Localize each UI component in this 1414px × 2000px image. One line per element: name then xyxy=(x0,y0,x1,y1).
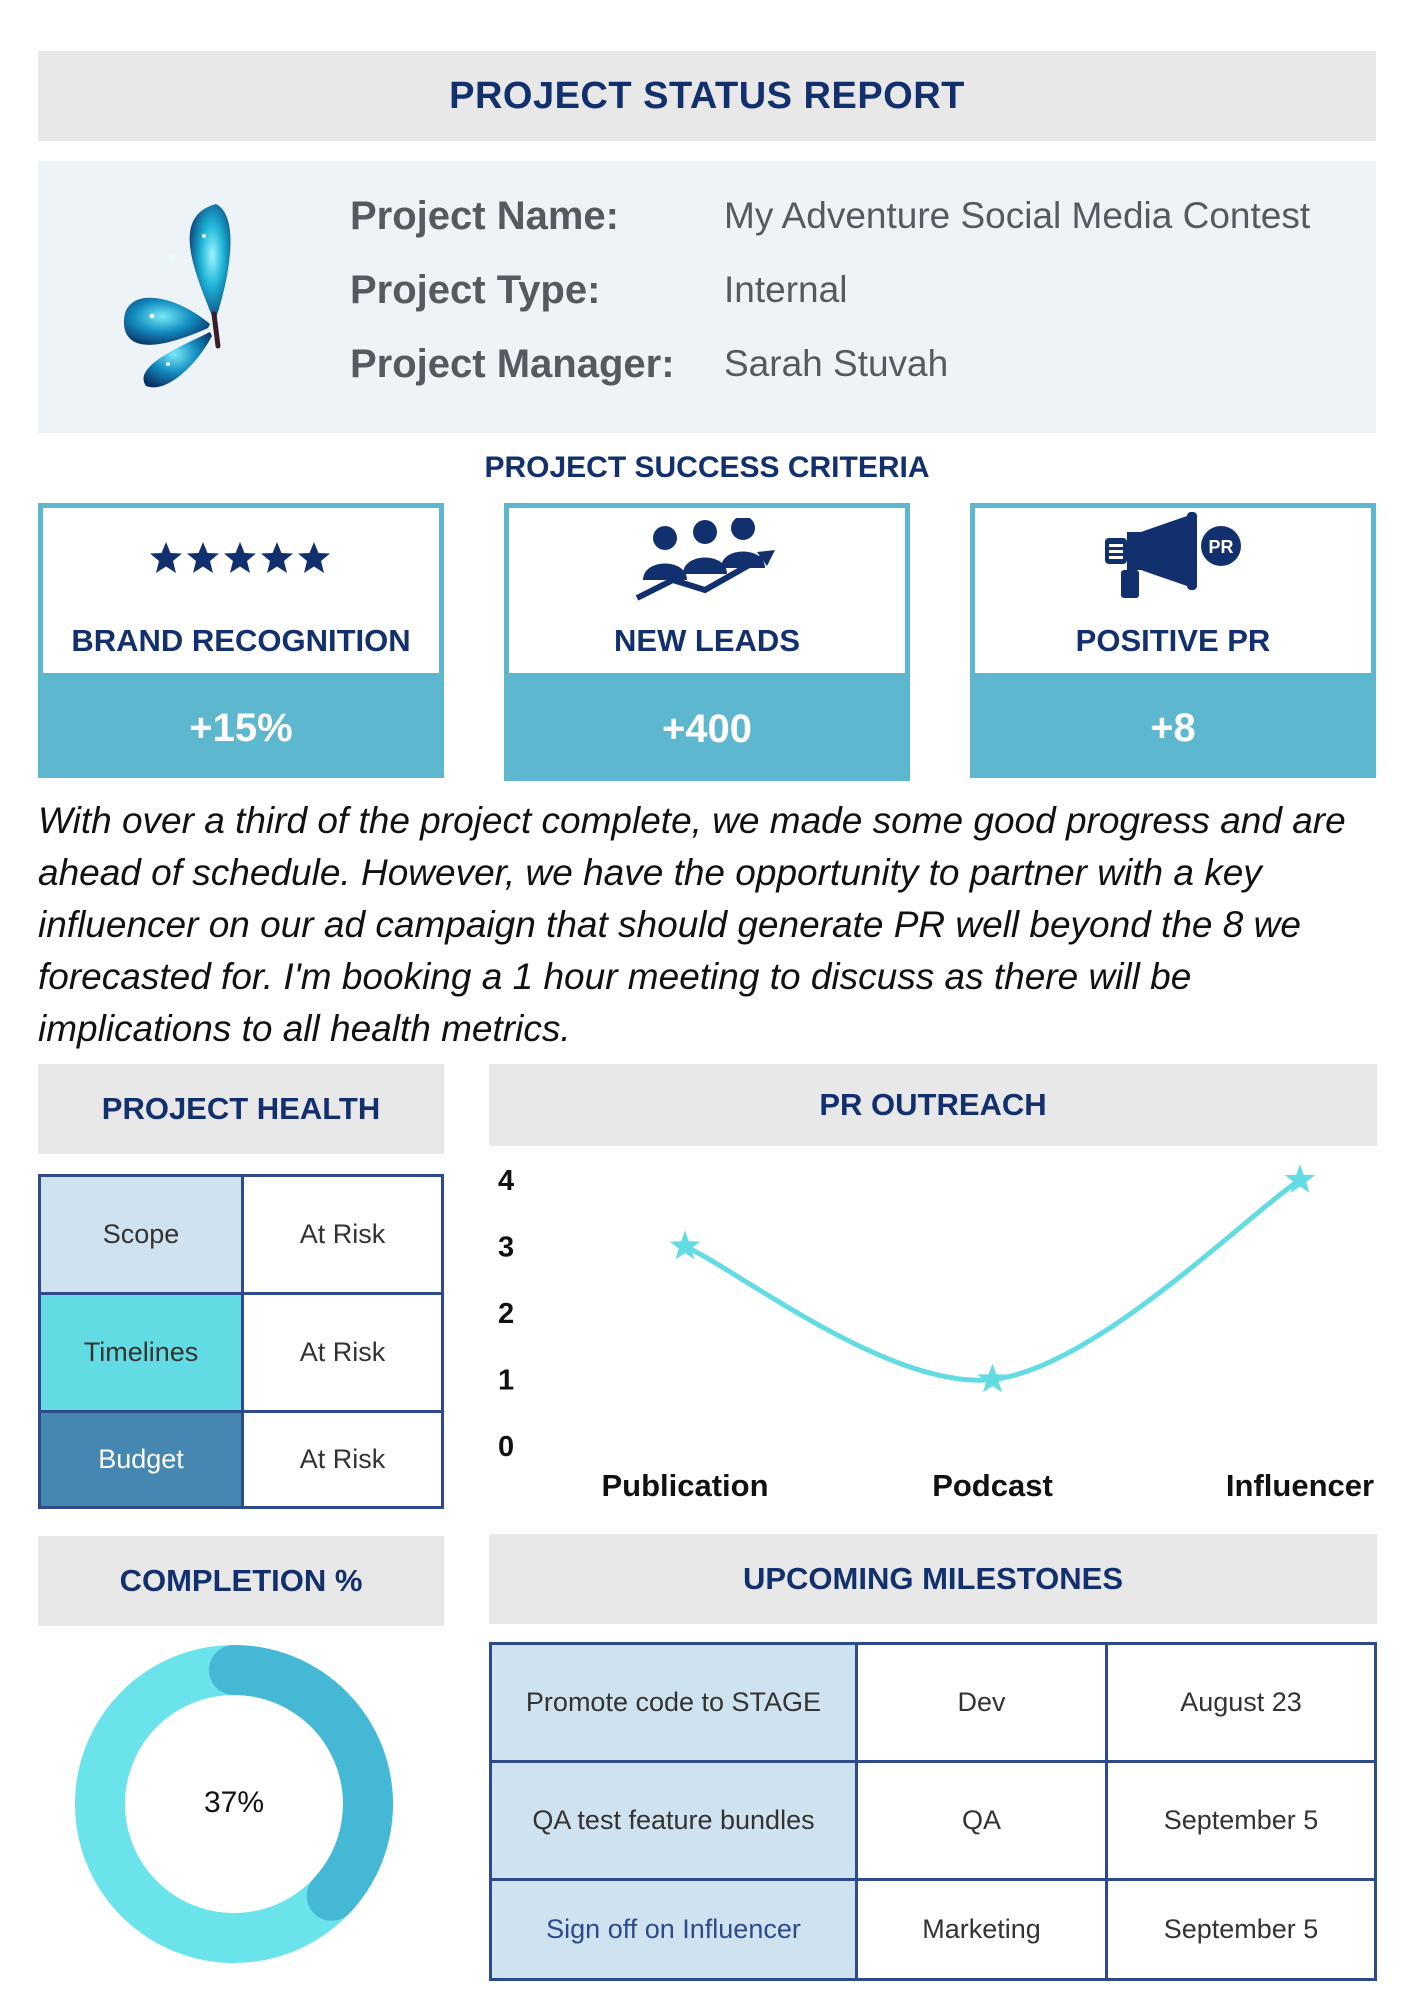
y-tick-label: 3 xyxy=(498,1231,515,1264)
milestone-task: Sign off on Influencer xyxy=(491,1880,857,1980)
milestone-date: September 5 xyxy=(1107,1762,1376,1880)
criteria-label-brand: BRAND RECOGNITION xyxy=(71,623,411,658)
pr-outreach-line xyxy=(685,1180,1300,1380)
svg-text:PR: PR xyxy=(1208,537,1234,557)
y-tick-label: 4 xyxy=(498,1165,515,1197)
five-stars-icon xyxy=(43,540,439,576)
health-status-scope: At Risk xyxy=(243,1176,443,1294)
pr-outreach-chart xyxy=(480,1160,1380,1520)
criteria-value-leads: +400 xyxy=(504,678,910,781)
summary-paragraph: With over a third of the project complete, we made some good progress and are ahead of schedule. However, we have the opportunity to partner with a key influencer on our ad campaign that should generate PR well beyond the 8 we forecasted for. I'm booking a 1 hour meeting to discuss as there will be implications to all health metrics. xyxy=(38,800,1346,1049)
donut-progress-arc xyxy=(234,1670,368,1896)
report-title-bar xyxy=(38,51,1376,141)
table-row xyxy=(40,1412,443,1508)
pr-outreach-heading: PR OUTREACH xyxy=(819,1087,1047,1122)
project-type-label: Project Type: xyxy=(350,268,601,312)
health-metric-scope: Scope xyxy=(40,1176,243,1294)
project-name-value: My Adventure Social Media Contest xyxy=(724,195,1311,236)
criteria-card-leads xyxy=(504,503,910,678)
table-row xyxy=(491,1762,1376,1880)
milestone-task: Promote code to STAGE xyxy=(491,1644,857,1762)
project-manager-value: Sarah Stuvah xyxy=(724,343,949,384)
project-type-value: Internal xyxy=(724,269,848,310)
table-row xyxy=(40,1176,443,1294)
criteria-value-pr: +8 xyxy=(970,678,1376,778)
butterfly-icon xyxy=(112,196,242,392)
health-metric-budget: Budget xyxy=(40,1412,243,1508)
milestone-task: QA test feature bundles xyxy=(491,1762,857,1880)
y-tick-label: 0 xyxy=(498,1431,515,1463)
health-metric-timelines: Timelines xyxy=(40,1294,243,1412)
table-row xyxy=(491,1880,1376,1980)
project-health-heading: PROJECT HEALTH xyxy=(101,1091,381,1126)
project-health-header xyxy=(38,1064,444,1154)
criteria-label-leads: NEW LEADS xyxy=(614,623,800,658)
milestone-team: QA xyxy=(857,1762,1107,1880)
milestones-heading: UPCOMING MILESTONES xyxy=(742,1561,1124,1596)
table-row xyxy=(40,1294,443,1412)
milestone-date: August 23 xyxy=(1107,1644,1376,1762)
project-health-table xyxy=(38,1174,444,1509)
table-row xyxy=(491,1644,1376,1762)
milestone-team: Marketing xyxy=(857,1880,1107,1980)
milestone-team: Dev xyxy=(857,1644,1107,1762)
completion-header xyxy=(38,1536,444,1626)
criteria-card-pr xyxy=(970,503,1376,678)
project-manager-label: Project Manager: xyxy=(350,342,675,386)
megaphone-pr-icon xyxy=(975,512,1371,602)
x-category-label: Publication xyxy=(601,1468,769,1503)
x-category-label: Influencer xyxy=(1225,1468,1375,1503)
criteria-card-brand xyxy=(38,503,444,678)
milestones-table xyxy=(489,1642,1377,1981)
health-status-timelines: At Risk xyxy=(243,1294,443,1412)
milestones-header xyxy=(489,1534,1377,1624)
report-title: PROJECT STATUS REPORT xyxy=(449,74,965,117)
success-criteria-heading: PROJECT SUCCESS CRITERIA xyxy=(484,451,930,484)
data-point-star xyxy=(977,1364,1007,1393)
people-growth-icon xyxy=(509,518,905,602)
pr-outreach-header xyxy=(489,1064,1377,1146)
completion-percent-label: 37% xyxy=(203,1786,265,1819)
x-category-label: Podcast xyxy=(932,1468,1053,1503)
project-name-label: Project Name: xyxy=(350,194,619,238)
y-tick-label: 2 xyxy=(498,1298,515,1330)
health-status-budget: At Risk xyxy=(243,1412,443,1508)
milestone-date: September 5 xyxy=(1107,1880,1376,1980)
criteria-label-pr: POSITIVE PR xyxy=(1075,623,1271,658)
criteria-value-brand: +15% xyxy=(38,678,444,778)
data-point-star xyxy=(670,1231,700,1260)
completion-heading: COMPLETION % xyxy=(119,1563,363,1598)
y-tick-label: 1 xyxy=(498,1364,515,1397)
